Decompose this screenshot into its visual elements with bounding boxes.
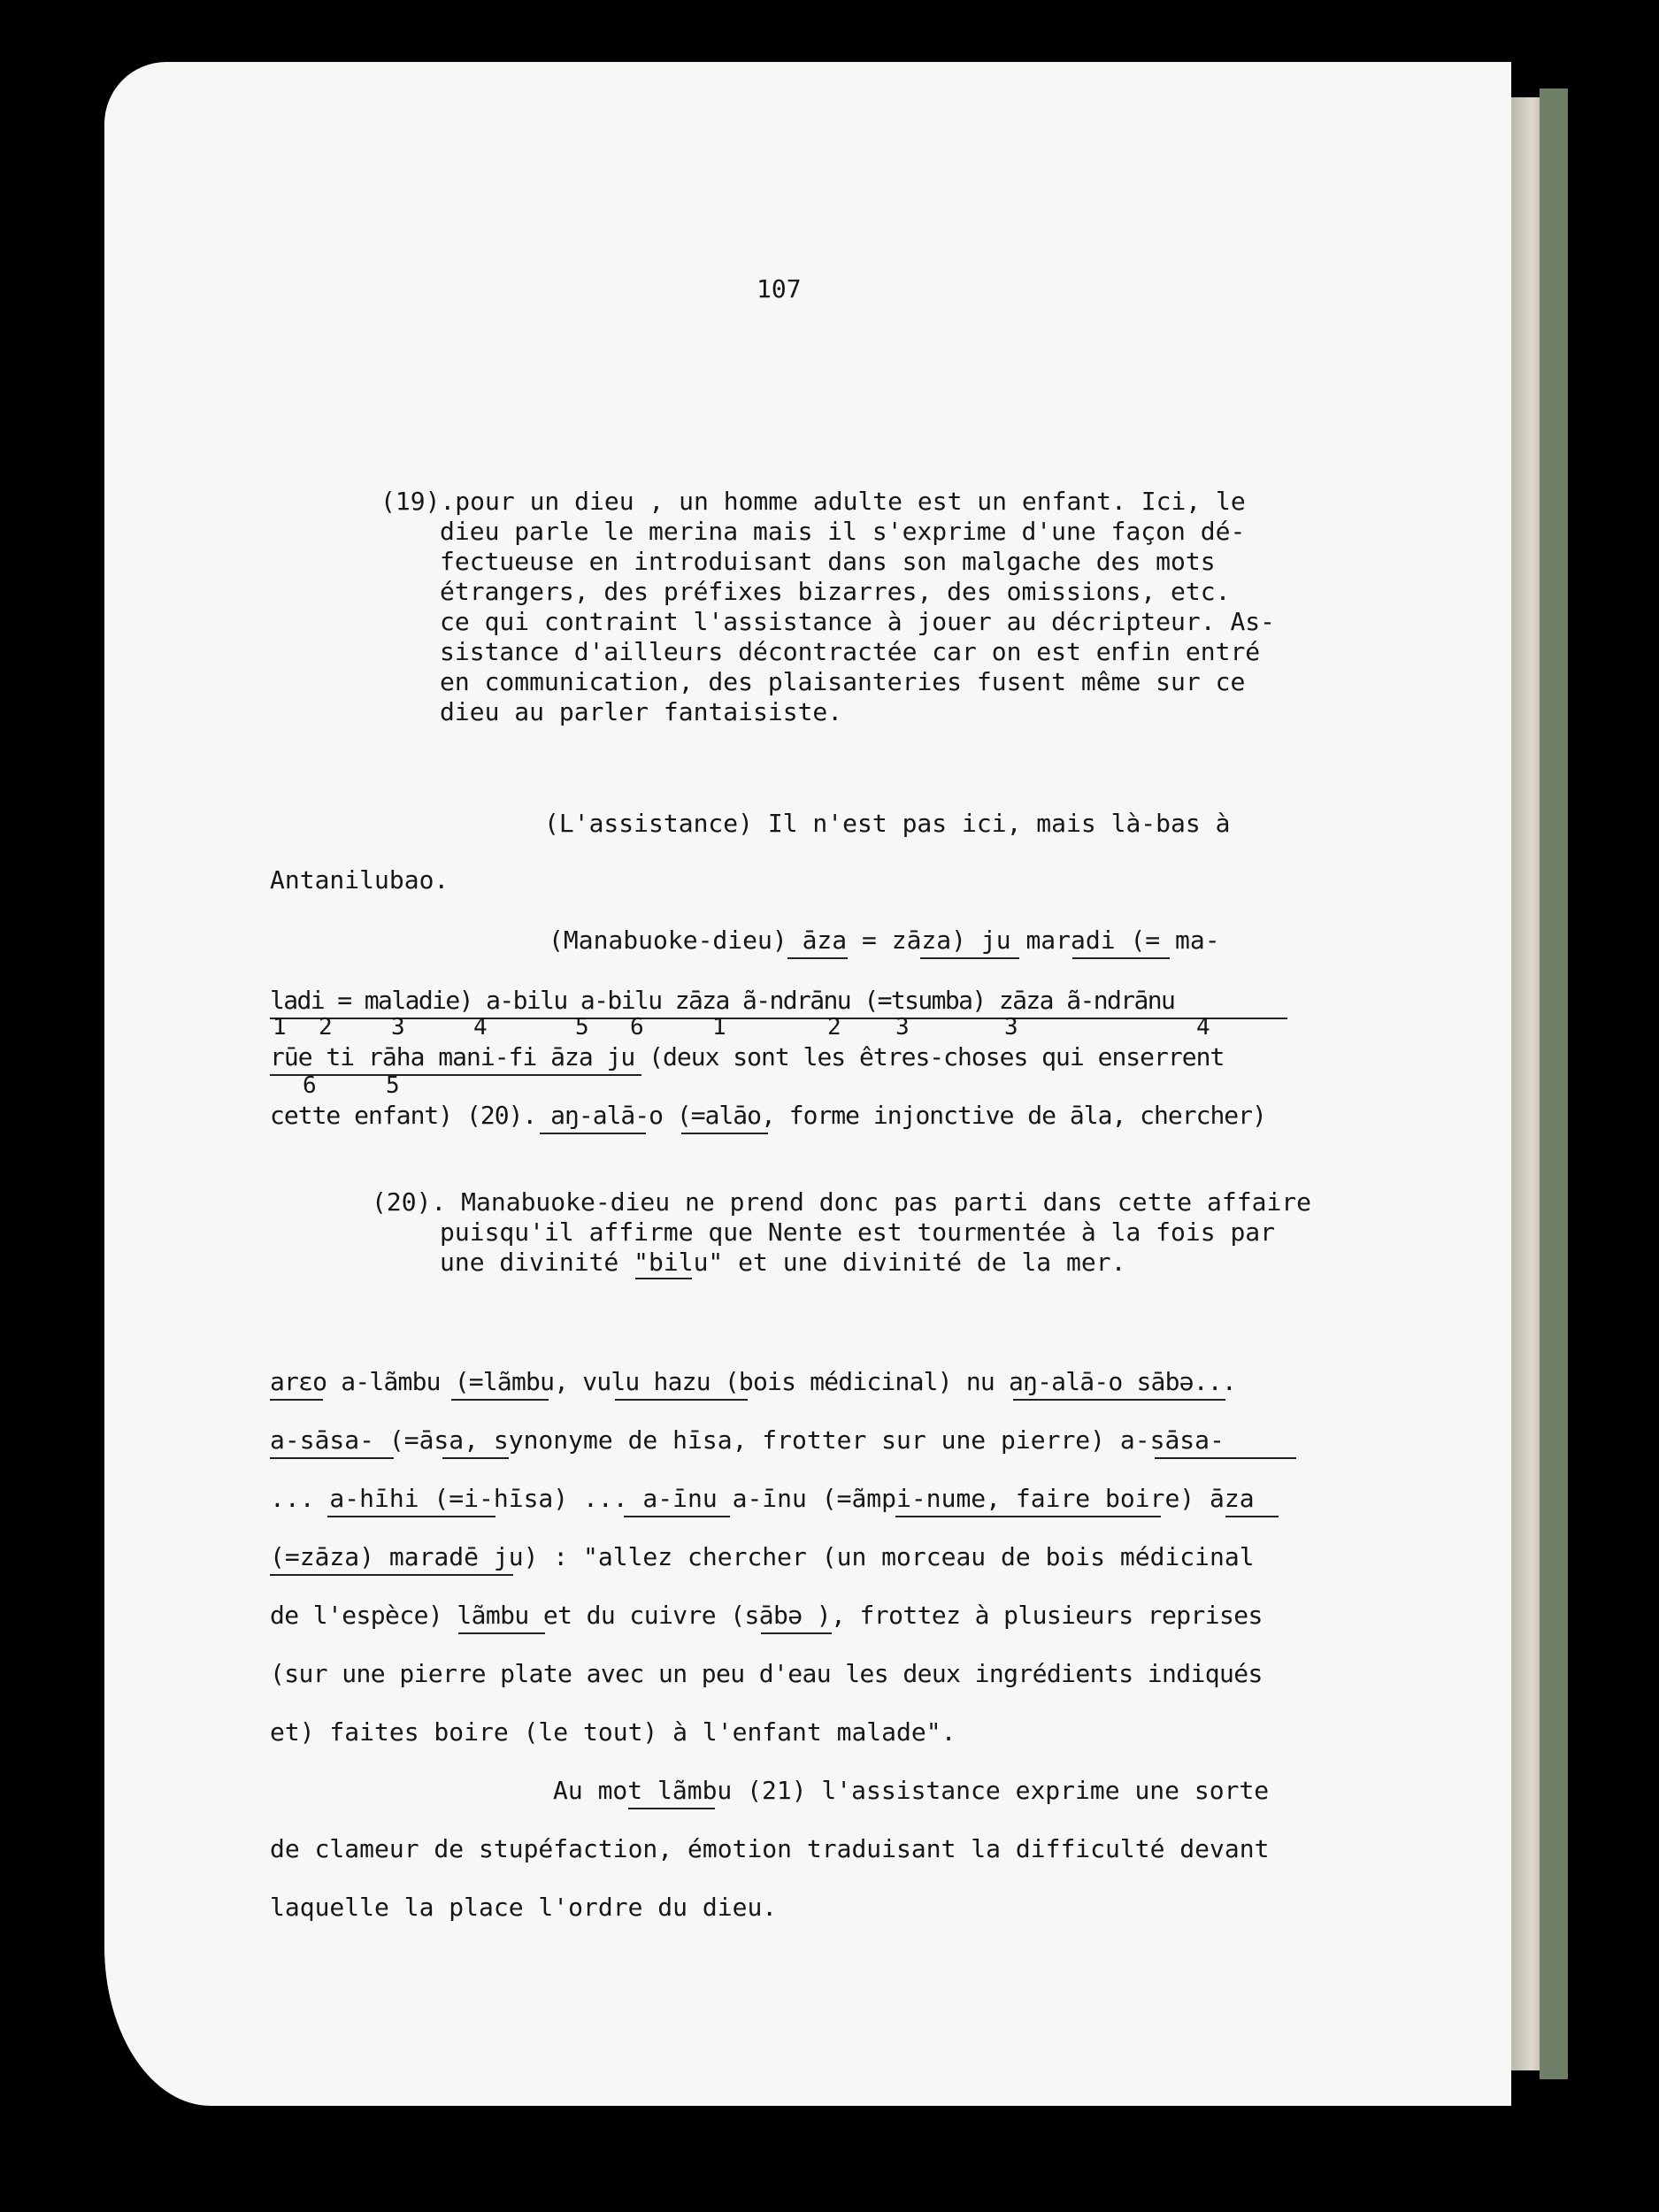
main-text-line: et) faites boire (le tout) à l'enfant malade". — [270, 1717, 956, 1747]
footnote-19-line: sistance d'ailleurs décontractée car on est enfin entré — [440, 637, 1261, 666]
footnote-19-line: dieu au parler fantaisiste. — [440, 697, 843, 726]
underline — [540, 1133, 646, 1134]
footnote-19-line: ce qui contraint l'assistance à jouer au décripteur. As- — [440, 607, 1276, 636]
underline — [1155, 1457, 1296, 1459]
main-text-line: arɛo a-lãmbu (=lãmbu, vulu hazu (bois médicinal) nu aŋ-alā-o sābə... — [270, 1367, 1236, 1396]
closing-line: Au mot lãmbu (21) l'assistance exprime une sorte — [553, 1776, 1270, 1805]
underline — [270, 1574, 513, 1576]
underline — [270, 1074, 641, 1076]
footnote-19-line: fectueuse en introduisant dans son malgache des mots — [440, 547, 1216, 576]
gloss-number: 3 — [391, 1014, 405, 1041]
closing-line: de clameur de stupéfaction, émotion traduisant la difficulté devant — [270, 1834, 1270, 1863]
underline — [920, 957, 1019, 959]
footnote-19-line: dieu parle le merina mais il s'exprime d'une façon dé- — [440, 517, 1246, 546]
underline — [761, 1632, 832, 1634]
footnote-19-line: en communication, des plaisanteries fusent même sur ce — [440, 667, 1246, 696]
manabuoke-line: (Manabuoke-dieu) āza = zāza) ju maradi (= ma- — [549, 926, 1220, 955]
gloss-number: 4 — [1196, 1014, 1210, 1041]
book-spine — [1540, 88, 1568, 2079]
underline — [458, 1632, 545, 1634]
assistance-line: (L'assistance) Il n'est pas ici, mais là-bas à — [544, 809, 1231, 838]
gloss-number: 4 — [473, 1014, 488, 1041]
underline — [895, 1516, 1161, 1517]
underline — [615, 1399, 748, 1401]
underline — [270, 1399, 323, 1401]
gloss-number: 6 — [303, 1072, 317, 1099]
main-text-line: ... a-hīhi (=i-hīsa) ... a-īnu a-īnu (=ãmpi-nume, faire boire) āza — [270, 1484, 1255, 1513]
main-text-line: a-sāsa- (=āsa, synonyme de hīsa, frotter sur une pierre) a-sāsa- — [270, 1425, 1225, 1455]
underline — [442, 1457, 509, 1459]
underline — [1072, 957, 1170, 959]
manabuoke-line: rūe ti rāha mani-fi āza ju (deux sont les êtres-choses qui enserrent — [270, 1042, 1225, 1071]
gloss-number: 2 — [319, 1014, 333, 1041]
underline — [1013, 1399, 1225, 1401]
underline — [787, 957, 848, 959]
gloss-number: 2 — [827, 1014, 841, 1041]
underline — [1225, 1516, 1279, 1517]
main-text-line: (=zāza) maradē ju) : "allez chercher (un morceau de bois médicinal — [270, 1542, 1255, 1571]
underline — [681, 1133, 768, 1134]
underline — [624, 1516, 730, 1517]
gloss-number: 6 — [630, 1014, 644, 1041]
footnote-20-line: puisqu'il affirme que Nente est tourmentée à la fois par — [440, 1217, 1276, 1247]
underline — [628, 1808, 715, 1809]
gloss-number: 5 — [575, 1014, 589, 1041]
manabuoke-line: cette enfant) (20). aŋ-alā-o (=alāo, forme injonctive de āla, chercher) — [270, 1101, 1266, 1130]
main-text-line: de l'espèce) lãmbu et du cuivre (sābə ), frottez à plusieurs reprises — [270, 1601, 1263, 1630]
manabuoke-line: ladi = maladie) a-bilu a-bilu zāza ã-ndrānu (=tsumba) zāza ã-ndrānu — [270, 986, 1175, 1015]
footnote-19-line: (19).pour un dieu , un homme adulte est un enfant. Ici, le — [380, 487, 1246, 516]
footnote-20-line: une divinité "bilu" et une divinité de la mer. — [440, 1248, 1126, 1277]
gloss-number: 1 — [712, 1014, 726, 1041]
underline — [270, 1457, 394, 1459]
underline — [635, 1278, 692, 1279]
gloss-number: 1 — [273, 1014, 287, 1041]
underline — [451, 1399, 549, 1401]
footnote-19-line: étrangers, des préfixes bizarres, des omissions, etc. — [440, 577, 1231, 606]
underline — [327, 1516, 495, 1517]
footnote-20-line: (20). Manabuoke-dieu ne prend donc pas parti dans cette affaire — [372, 1187, 1312, 1217]
gloss-number: 5 — [386, 1072, 400, 1099]
assistance-line: Antanilubao. — [270, 865, 449, 895]
gloss-number: 3 — [895, 1014, 910, 1041]
underline — [270, 1018, 1287, 1019]
gloss-number: 3 — [1004, 1014, 1018, 1041]
main-text-line: (sur une pierre plate avec un peu d'eau les deux ingrédients indiqués — [270, 1659, 1263, 1688]
page-number: 107 — [757, 274, 802, 303]
closing-line: laquelle la place l'ordre du dieu. — [270, 1893, 778, 1922]
